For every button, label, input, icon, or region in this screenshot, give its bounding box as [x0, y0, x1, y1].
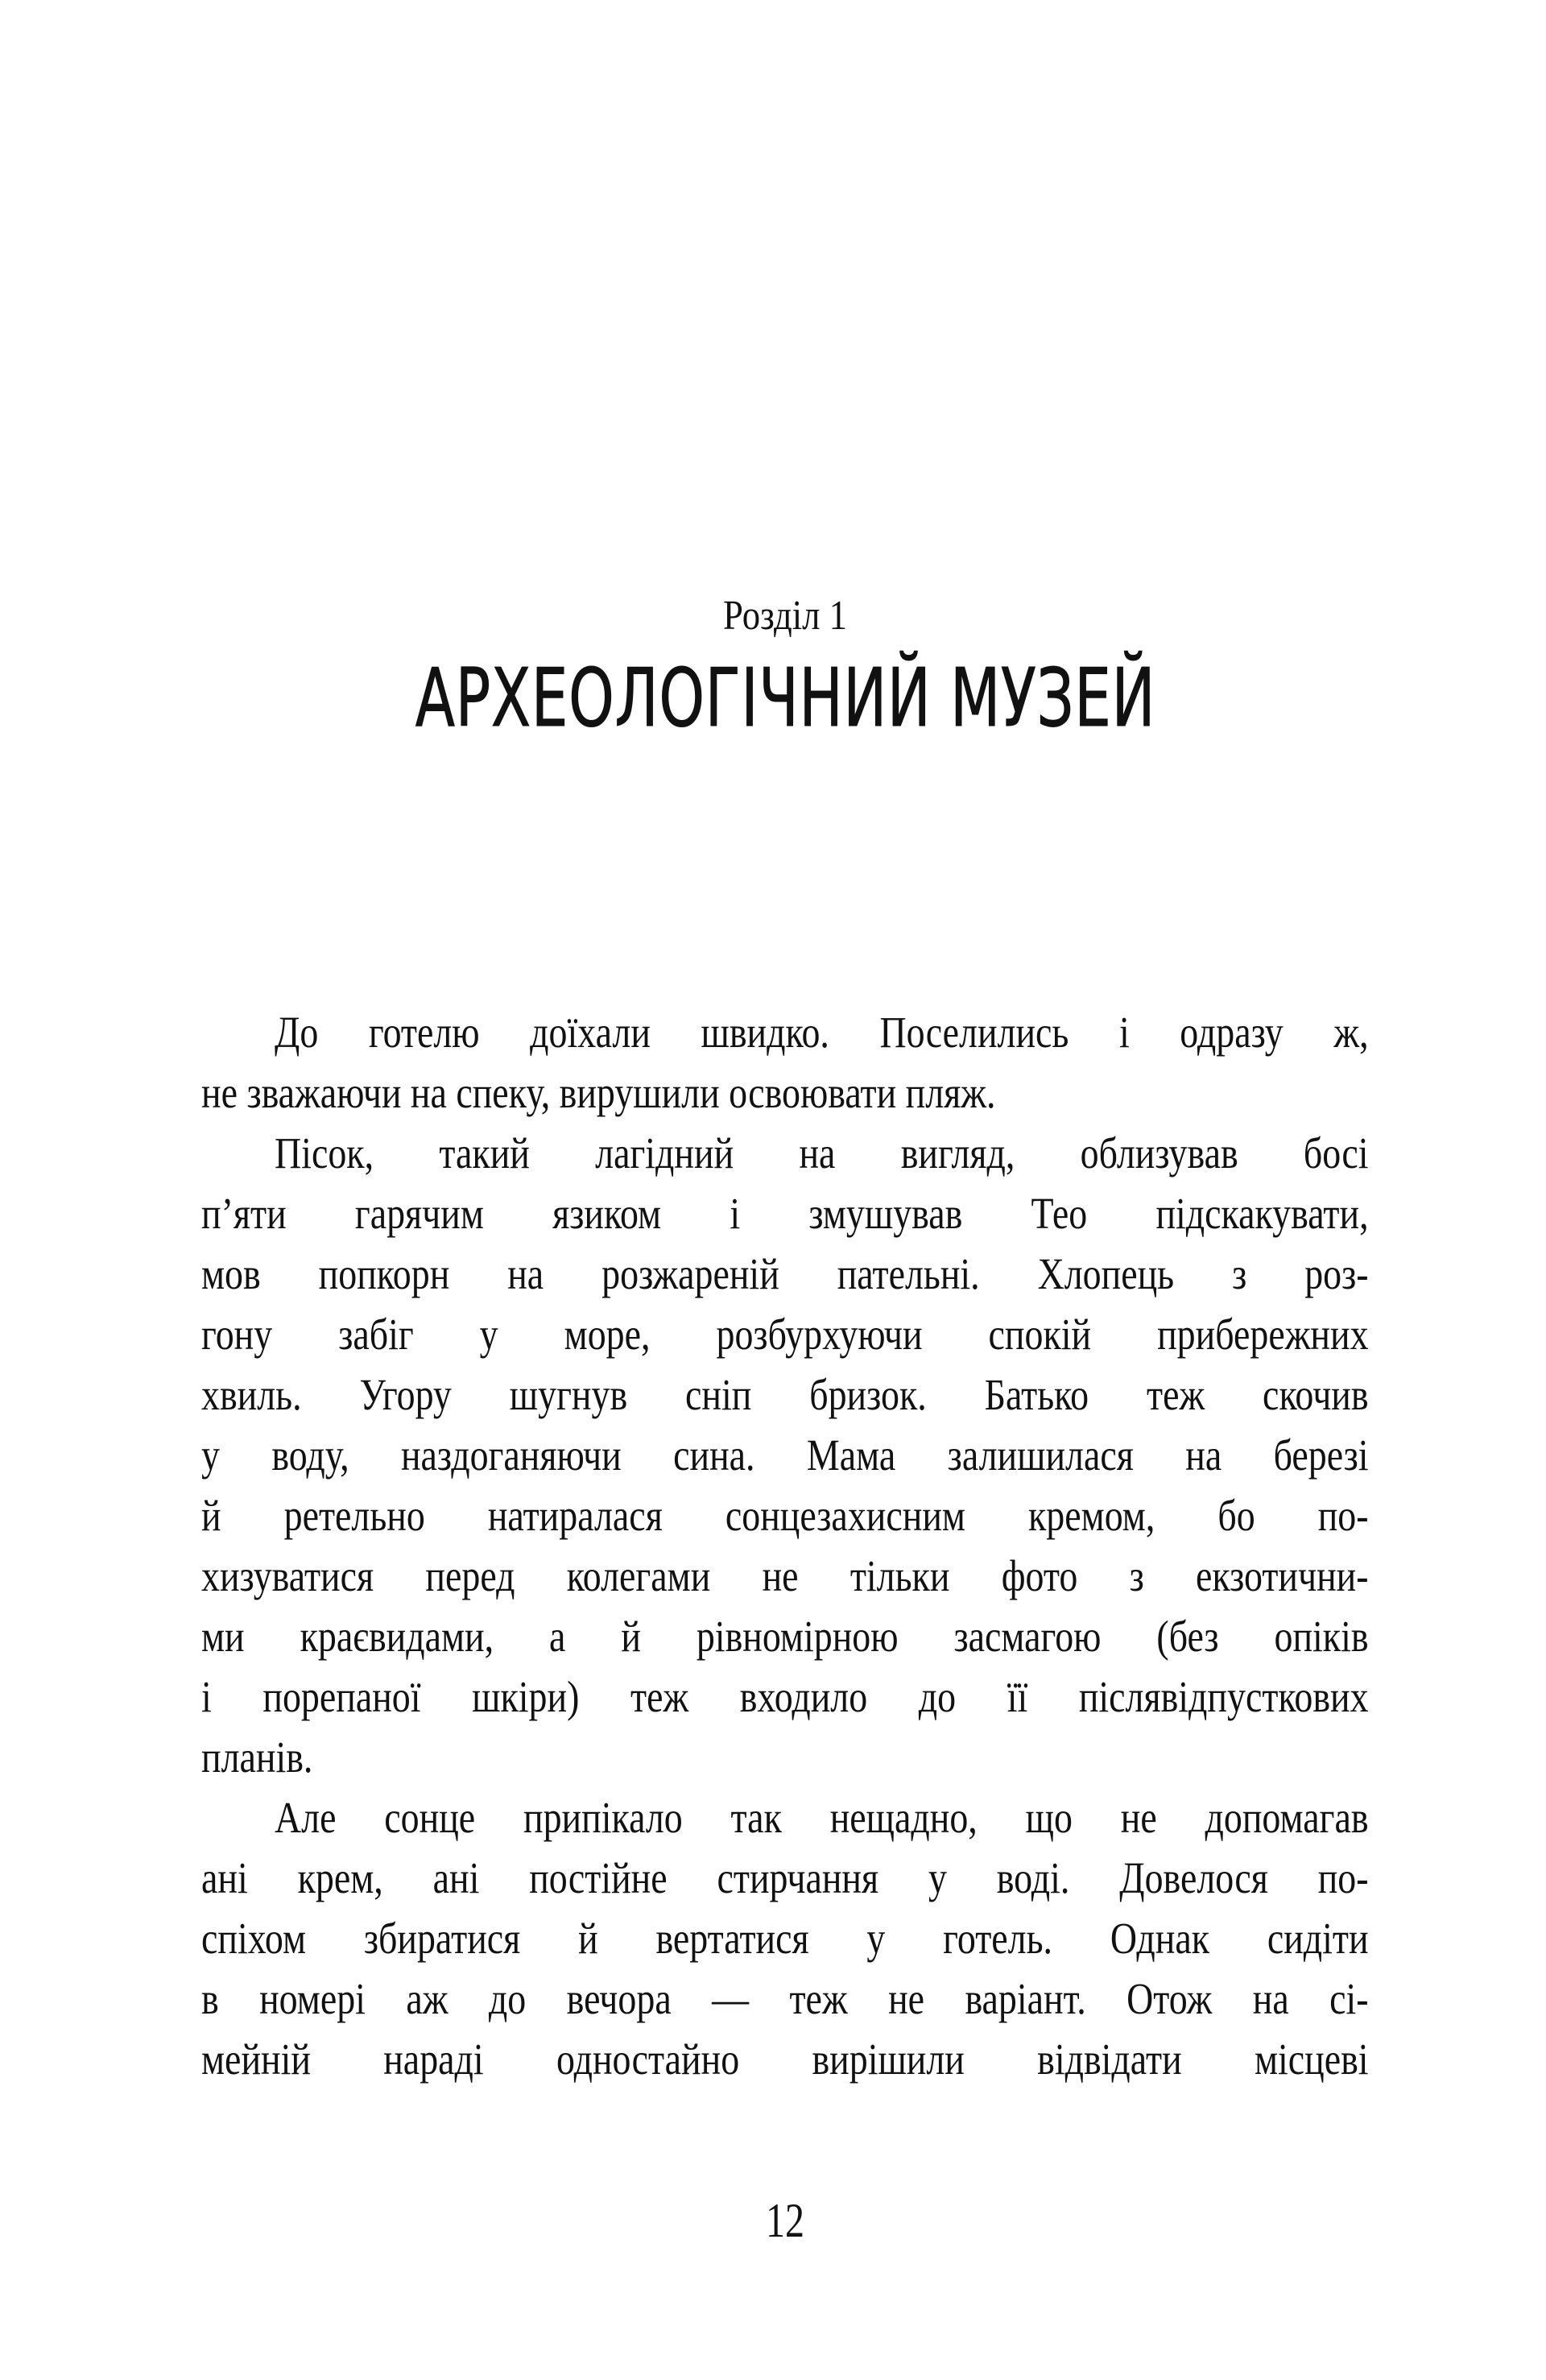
text-line: До готелю доїхали швидко. Поселились і одразу ж,	[275, 1008, 1369, 1057]
text-line: і порепаної шкіри) теж входило до її післявідпусткових	[201, 1672, 1369, 1721]
text-line: й ретельно натиралася сонцезахисним кремом, бо по-	[201, 1491, 1369, 1540]
text-line: Пісок, такий лагідний на вигляд, облизував босі	[275, 1128, 1369, 1178]
text-line: спіхом збиратися й вертатися у готель. Однак сидіти	[201, 1914, 1369, 1963]
text-line: не зважаючи на спеку, вирушили освоювати пляж.	[201, 1068, 996, 1117]
chapter-number: Розділ 1	[722, 593, 848, 639]
text-line: Але сонце припікало так нещадно, що не допомагав	[275, 1793, 1369, 1842]
text-line: хизуватися перед колегами не тільки фото з екзотични-	[201, 1551, 1369, 1600]
text-line: ми краєвидами, а й рівномірною засмагою (без опіків	[201, 1612, 1369, 1661]
text-line: мов попкорн на розжареній пательні. Хлопець з роз-	[201, 1249, 1369, 1298]
chapter-title-container	[201, 651, 1369, 745]
text-line: мейній нараді одностайно вирішили відвідати місцеві	[201, 2034, 1369, 2084]
text-line: гону забіг у море, розбурхуючи спокій прибережних	[201, 1310, 1369, 1359]
body-text	[201, 1002, 1369, 2089]
text-line: п’яти гарячим язиком і змушував Тео підскакувати,	[201, 1189, 1369, 1238]
text-line: планів.	[201, 1732, 313, 1782]
page-number: 12	[766, 2194, 804, 2247]
text-line: у воду, наздоганяючи сина. Мама залишилася на березі	[201, 1430, 1369, 1480]
text-line: хвиль. Угору шугнув сніп бризок. Батько теж скочив	[201, 1370, 1369, 1419]
text-line: в номері аж до вечора — теж не варіант. Отож на сі-	[201, 1974, 1369, 2023]
text-line: ані крем, ані постійне стирчання у воді. Довелося по-	[201, 1853, 1369, 1902]
chapter-title: АРХЕОЛОГІЧНИЙ МУЗЕЙ	[415, 651, 1155, 745]
